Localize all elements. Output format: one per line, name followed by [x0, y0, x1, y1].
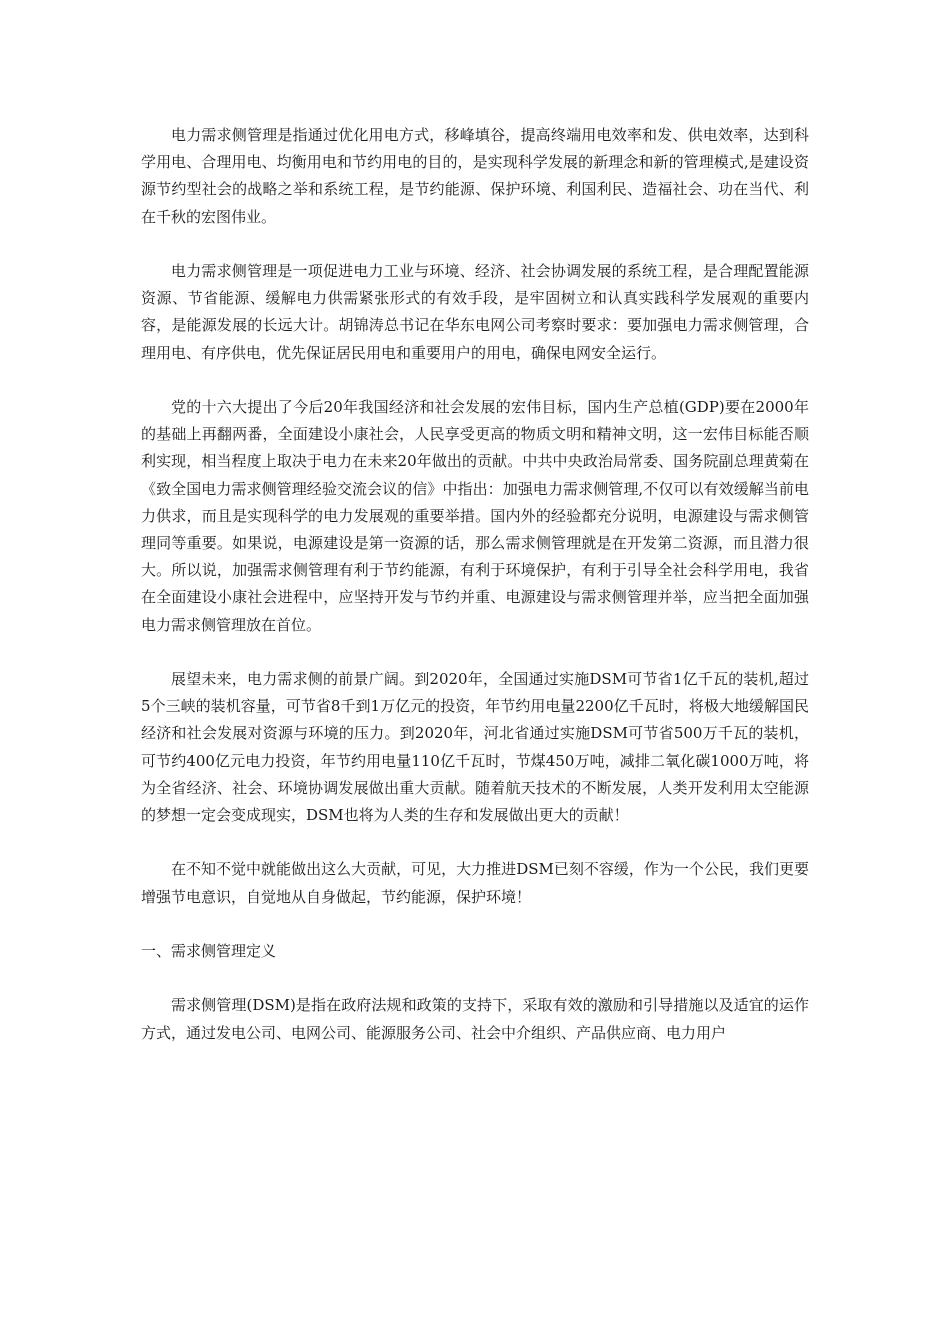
paragraph-dsm-definition-intro: 电力需求侧管理是指通过优化用电方式，移峰填谷，提高终端用电效率和发、供电效率，达到科学用电、合理用电、均衡用电和节约用电的目的，是实现科学发展的新理念和新的管理模式,是建设资源节约型社会的战略之举和系统工程，是节约能源、保护环境、利国利民、造福社会、功在当代、利在千秋的宏图伟业。: [141, 126, 809, 226]
paragraph-sixteenth-congress-goals: 党的十六大提出了今后20年我国经济和社会发展的宏伟目标，国内生产总植(GDP)要在2000年的基础上再翻两番，全面建设小康社会，人民享受更高的物质文明和精神文明，这一宏伟目标能否顺利实现，相当程度上取决于电力在未来20年做出的贡献。中共中央政治局常委、国务院副总理黄菊在《致全国电力需求侧管理经验交流会议的信》中指出：加强电力需求侧管理,不仅可以有效缓解当前电力供求，而且是实现科学的电力发展观的重要举措。国内外的经验都充分说明，电源建设与需求侧管理同等重要。如果说，电源建设是第一资源的话，那么需求侧管理就是在开发第二资源，而且潜力很大。所以说，加强需求侧管理有利于节约能源，有利于环境保护，有利于引导全社会科学用电，我省在全面建设小康社会进程中，应坚持开发与节约并重、电源建设与需求侧管理并举，应当把全面加强电力需求侧管理放在首位。: [141, 398, 809, 634]
paragraph-future-outlook: 展望未来，电力需求侧的前景广阔。到2020年，全国通过实施DSM可节省1亿千瓦的装机,超过5个三峡的装机容量，可节省8千到1万亿元的投资，年节约用电量2200亿千瓦时，将极大地缓解国民经济和社会发展对资源与环境的压力。到2020年，河北省通过实施DSM可节省500万千瓦的装机，可节约400亿元电力投资，年节约用电量110亿千瓦时，节煤450万吨，减排二氧化碳1000万吨，将为全省经济、社会、环境协调发展做出重大贡献。随着航天技术的不断发展，人类开发利用太空能源的梦想一定会变成现实，DSM也将为人类的生存和发展做出更大的贡献！: [141, 670, 809, 825]
paragraph-citizen-call: 在不知不觉中就能做出这么大贡献，可见，大力推进DSM已刻不容缓，作为一个公民，我们更要增强节电意识，自觉地从自身做起，节约能源，保护环境！: [141, 860, 809, 906]
paragraph-dsm-system-engineering: 电力需求侧管理是一项促进电力工业与环境、经济、社会协调发展的系统工程，是合理配置能源资源、节省能源、缓解电力供需紧张形式的有效手段，是牢固树立和认真实践科学发展观的重要内容，是能源发展的长远大计。胡锦涛总书记在华东电网公司考察时要求：要加强电力需求侧管理，合理用电、有序供电，优先保证居民用电和重要用户的用电，确保电网安全运行。: [141, 262, 809, 362]
paragraph-dsm-definition: 需求侧管理(DSM)是指在政府法规和政策的支持下，采取有效的激励和引导措施以及适宜的运作方式，通过发电公司、电网公司、能源服务公司、社会中介组织、产品供应商、电力用户: [141, 996, 809, 1042]
document-body: [141, 122, 809, 1047]
section-heading: 一、需求侧管理定义: [141, 942, 277, 961]
